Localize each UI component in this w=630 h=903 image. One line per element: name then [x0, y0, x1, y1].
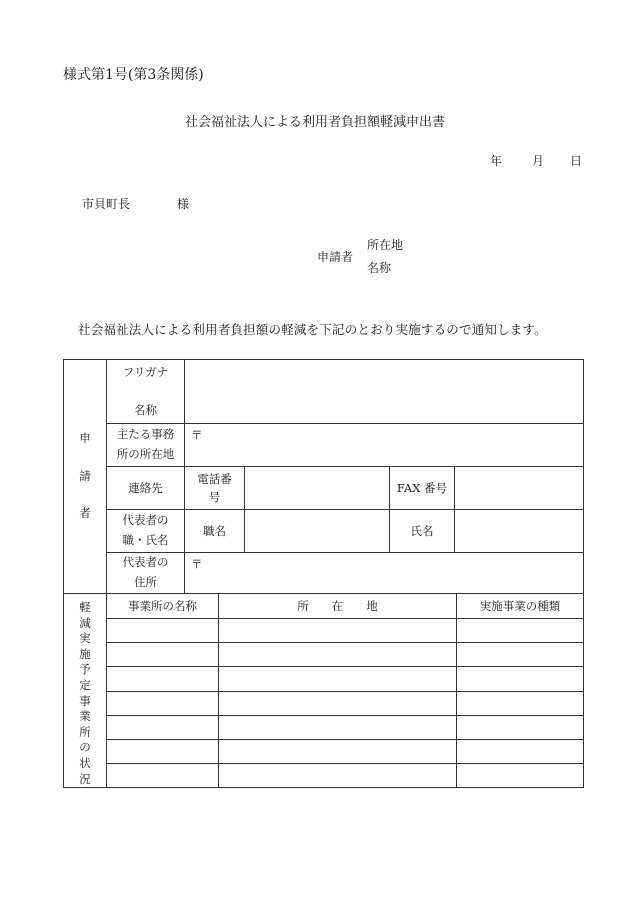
- applicant-label: 申請者: [317, 250, 354, 264]
- office-location-cell[interactable]: [219, 715, 457, 739]
- office-side-char: 業: [79, 709, 91, 724]
- postal-mark: 〒: [191, 428, 203, 442]
- office-side-char: 事: [79, 693, 91, 708]
- applicant-side-char: 請: [79, 468, 91, 483]
- representative-address-label-line1: 代表者の: [122, 555, 169, 570]
- service-type-header: 実施事業の種類: [457, 594, 584, 619]
- service-type-cell[interactable]: [457, 667, 584, 691]
- person-name-label: 氏名: [390, 510, 455, 553]
- position-label: 職名: [185, 510, 245, 553]
- date-day: 日: [570, 154, 583, 168]
- name-input-cell[interactable]: [185, 360, 584, 424]
- applicant-side-label: [64, 360, 107, 594]
- phone-label-line2: 号: [208, 490, 221, 504]
- date-line: [490, 152, 582, 169]
- person-name-input-cell[interactable]: [455, 510, 584, 553]
- office-location-input-cell[interactable]: [185, 424, 584, 467]
- office-name-cell[interactable]: [107, 619, 219, 643]
- table-row: [64, 715, 584, 739]
- phone-input-cell[interactable]: [245, 467, 390, 510]
- office-side-char: 所: [79, 724, 91, 739]
- table-row: [64, 691, 584, 715]
- representative-label-cell: [107, 510, 185, 553]
- office-status-table: [63, 593, 584, 788]
- representative-address-label-line2: 住所: [134, 575, 157, 589]
- contact-label: 連絡先: [107, 467, 185, 510]
- representative-label-line2: 職・氏名: [122, 533, 169, 547]
- phone-label-line1: 電話番: [197, 471, 232, 486]
- office-location-label-line1: 主たる事務: [116, 427, 175, 442]
- document-title: 社会福祉法人による利用者負担額軽減申出書: [184, 115, 445, 130]
- office-location-cell[interactable]: [219, 739, 457, 763]
- notice-text: 社会福祉法人による利用者負担額の軽減を下記のとおり実施するので通知します。: [78, 322, 547, 337]
- representative-address-label-cell: [107, 553, 185, 594]
- office-name-header: 事業所の名称: [107, 594, 219, 619]
- applicant-location-label: 所在地: [367, 238, 404, 252]
- table-row: [64, 667, 584, 691]
- applicant-name-label: 名称: [367, 261, 392, 275]
- form-number: 様式第1号(第3条関係): [63, 67, 204, 83]
- service-type-cell[interactable]: [457, 763, 584, 787]
- service-type-cell[interactable]: [457, 619, 584, 643]
- office-name-cell[interactable]: [107, 715, 219, 739]
- office-location-cell[interactable]: [219, 691, 457, 715]
- date-month: 月: [532, 154, 545, 168]
- table-row: [64, 739, 584, 763]
- table-row: [64, 763, 584, 787]
- office-side-char: の: [79, 740, 91, 755]
- position-input-cell[interactable]: [245, 510, 390, 553]
- office-name-cell[interactable]: [107, 643, 219, 667]
- office-side-char: 施: [79, 646, 91, 661]
- addressee-honorific: 様: [177, 197, 190, 211]
- name-label: 名称: [134, 403, 157, 417]
- service-type-cell[interactable]: [457, 739, 584, 763]
- office-location-cell[interactable]: [219, 619, 457, 643]
- representative-postal-mark: 〒: [191, 557, 203, 571]
- date-year: 年: [490, 154, 503, 168]
- office-location-label-line2: 所の所在地: [116, 447, 175, 461]
- applicant-side-char: 申: [79, 431, 91, 446]
- service-type-cell[interactable]: [457, 691, 584, 715]
- applicant-table: [63, 359, 584, 594]
- addressee: [82, 195, 189, 212]
- office-location-cell[interactable]: [219, 667, 457, 691]
- representative-address-input-cell[interactable]: [185, 553, 584, 594]
- addressee-name: 市貝町長: [82, 197, 131, 211]
- office-side-char: 実: [79, 631, 91, 646]
- office-location-cell[interactable]: [219, 643, 457, 667]
- office-side-char: 状: [79, 755, 91, 770]
- furigana-name-label-cell: [107, 360, 185, 424]
- office-location-header: 所 在 地: [219, 594, 457, 619]
- phone-label-cell: [185, 467, 245, 510]
- office-name-cell[interactable]: [107, 739, 219, 763]
- office-side-char: 定: [79, 677, 91, 692]
- service-type-cell[interactable]: [457, 715, 584, 739]
- office-location-label-cell: [107, 424, 185, 467]
- office-location-cell[interactable]: [219, 763, 457, 787]
- office-name-cell[interactable]: [107, 667, 219, 691]
- office-name-cell[interactable]: [107, 763, 219, 787]
- fax-label: FAX 番号: [390, 467, 455, 510]
- office-side-char: 減: [79, 615, 91, 630]
- fax-input-cell[interactable]: [455, 467, 584, 510]
- office-side-char: 況: [79, 771, 91, 786]
- office-name-cell[interactable]: [107, 691, 219, 715]
- service-type-cell[interactable]: [457, 643, 584, 667]
- table-row: [64, 619, 584, 643]
- applicant-side-char: 者: [79, 506, 91, 521]
- office-side-label: [64, 594, 107, 788]
- table-row: [64, 643, 584, 667]
- office-side-char: 予: [79, 662, 91, 677]
- office-side-char: 軽: [79, 600, 91, 614]
- furigana-label: フリガナ: [122, 365, 169, 379]
- representative-label-line1: 代表者の: [122, 513, 169, 528]
